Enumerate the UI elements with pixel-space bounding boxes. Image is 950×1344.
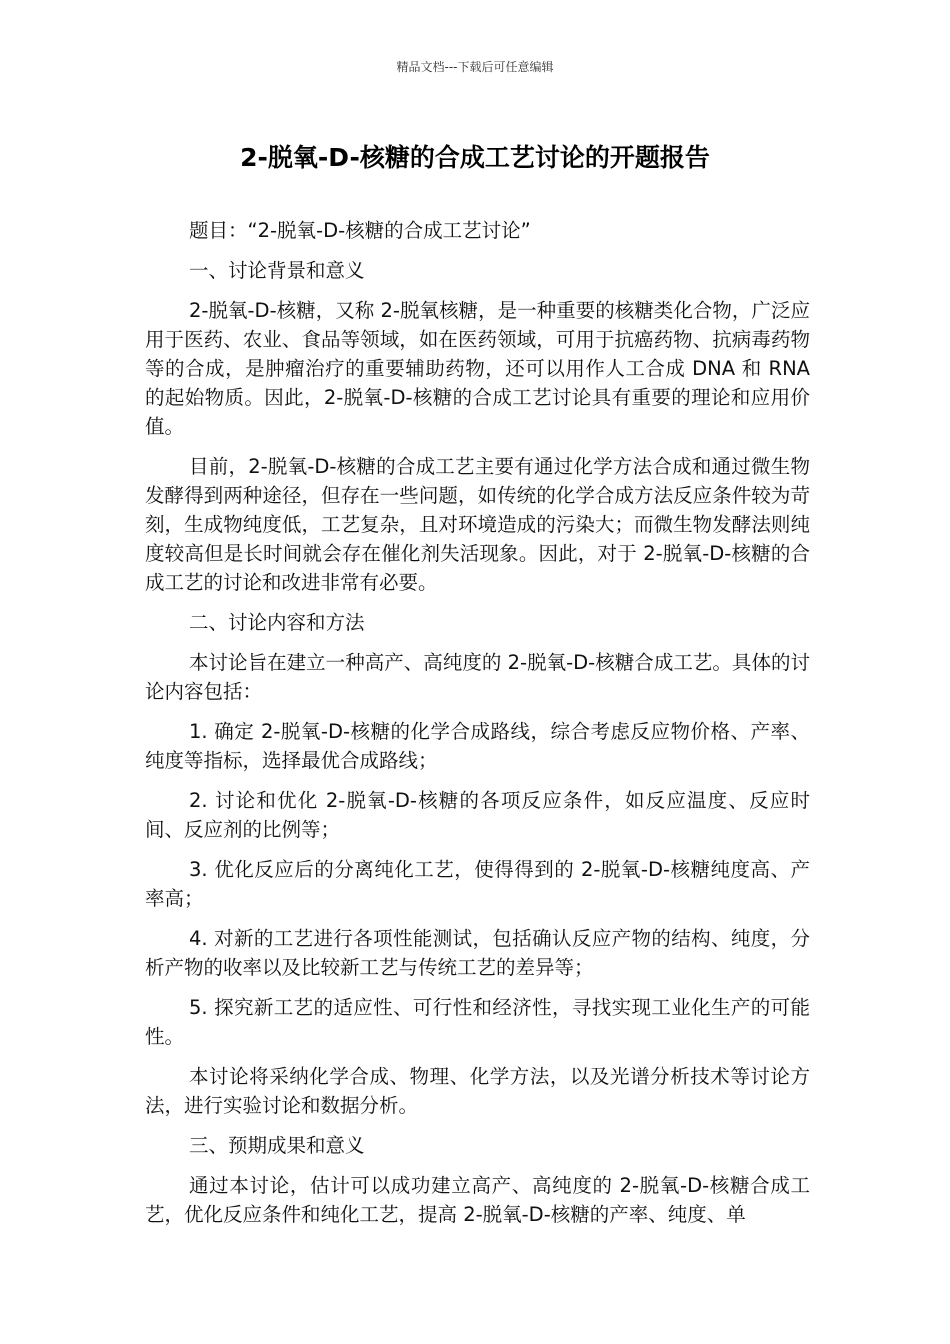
list-item-4: 4. 对新的工艺进行各项性能测试，包括确认反应产物的结构、纯度，分析产物的收率以及比较新工艺与传统工艺的差异等；	[145, 927, 810, 979]
list-item-3: 3. 优化反应后的分离纯化工艺，使得得到的 2-脱氧-D-核糖纯度高、产率高；	[145, 858, 810, 910]
paragraph-methods-approach: 本讨论将采纳化学合成、物理、化学方法，以及光谱分析技术等讨论方法，进行实验讨论和数据分析。	[145, 1065, 810, 1117]
section-heading-background: 一、讨论背景和意义	[189, 259, 365, 282]
list-item-2: 2. 讨论和优化 2-脱氧-D-核糖的各项反应条件，如反应温度、反应时间、反应剂的比例等；	[145, 789, 810, 841]
list-item-1: 1. 确定 2-脱氧-D-核糖的化学合成路线，综合考虑反应物价格、产率、纯度等指标，选择最优合成路线；	[145, 720, 810, 772]
paragraph-methods-intro: 本讨论旨在建立一种高产、高纯度的 2-脱氧-D-核糖合成工艺。具体的讨论内容包括：	[145, 651, 810, 703]
section-heading-outcomes: 三、预期成果和意义	[189, 1134, 365, 1157]
paragraph-background-2: 目前，2-脱氧-D-核糖的合成工艺主要有通过化学方法合成和通过微生物发酵得到两种途径，但存在一些问题，如传统的化学合成方法反应条件较为苛刻，生成物纯度低，工艺复杂，且对环境造成的污染大；而微生物发酵法则纯度较高但是长时间就会存在催化剂失活现象。因此，对于 2-脱氧-D-核糖的合成工艺的讨论和改进非常有必要。	[145, 455, 810, 594]
paragraph-background-1: 2-脱氧-D-核糖，又称 2-脱氧核糖，是一种重要的核糖类化合物，广泛应用于医药、农业、食品等领域，如在医药领域，可用于抗癌药物、抗病毒药物等的合成，是肿瘤治疗的重要辅助药物，还可以用作人工合成 DNA 和 RNA 的起始物质。因此，2-脱氧-D-核糖的合成工艺讨论具有重要的理论和应用价值。	[145, 299, 810, 438]
section-heading-methods: 二、讨论内容和方法	[189, 611, 365, 634]
list-item-5: 5. 探究新工艺的适应性、可行性和经济性，寻找实现工业化生产的可能性。	[145, 996, 810, 1048]
document-body	[145, 216, 810, 1240]
paragraph-outcomes-1: 通过本讨论，估计可以成功建立高产、高纯度的 2-脱氧-D-核糖合成工艺，优化反应条件和纯化工艺，提高 2-脱氧-D-核糖的产率、纯度、单	[145, 1174, 810, 1226]
document-title: 2-脱氧-D-核糖的合成工艺讨论的开题报告	[240, 143, 710, 172]
topic-line: 题目：“2-脱氧-D-核糖的合成工艺讨论”	[189, 219, 531, 242]
page-header: 精品文档---下载后可任意编辑	[396, 60, 554, 74]
